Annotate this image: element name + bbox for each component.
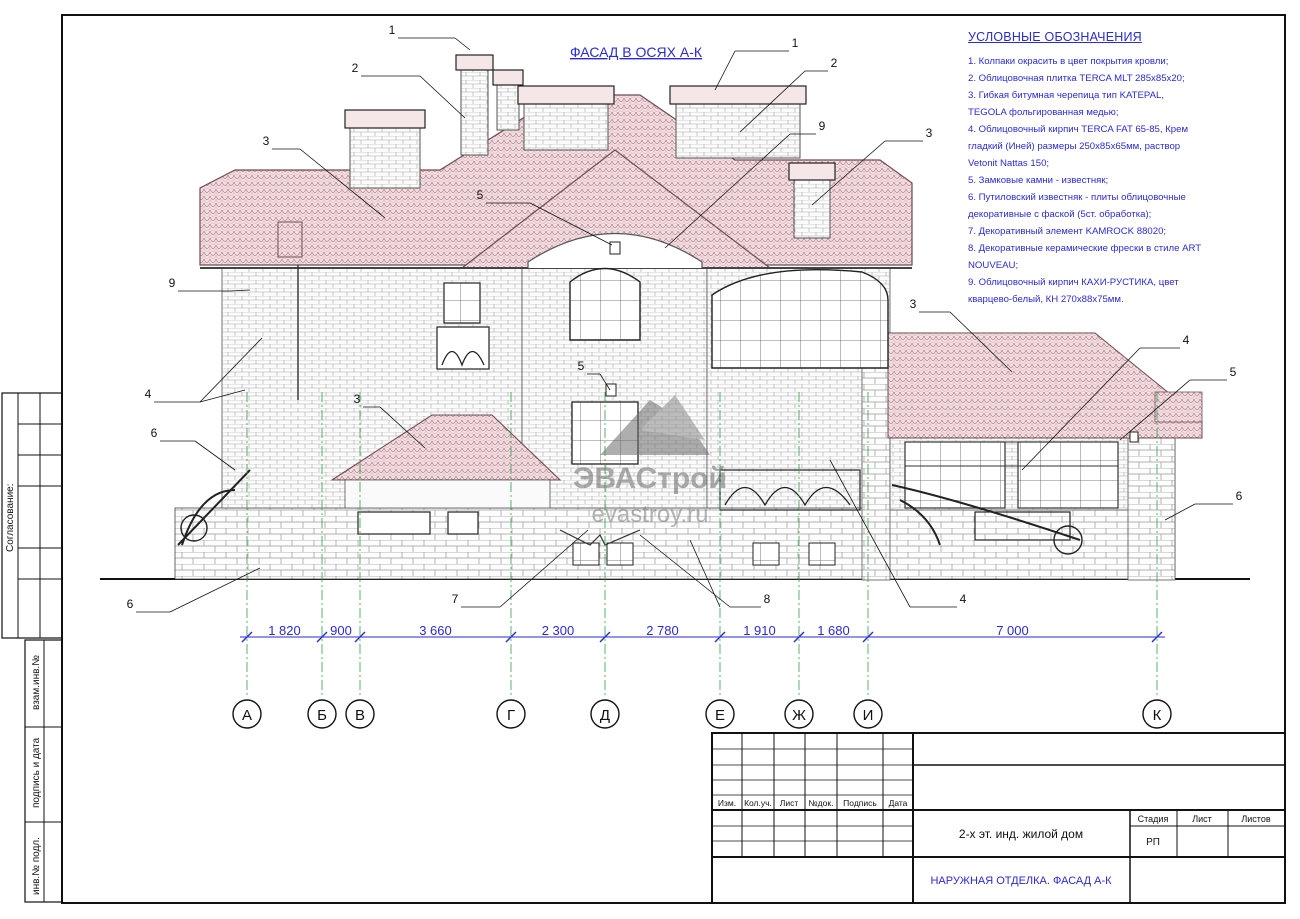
dormer-vent bbox=[278, 222, 302, 257]
upper-window-left bbox=[444, 283, 480, 323]
callout-number: 3 bbox=[262, 134, 270, 148]
sheets-label: Листов bbox=[1241, 814, 1271, 824]
basement-window bbox=[573, 543, 599, 565]
legend-item: 3. Гибкая битумная черепица тип KATEPAL, bbox=[968, 90, 1165, 101]
axis-markers bbox=[233, 700, 1171, 728]
side-stamp bbox=[2, 393, 62, 902]
col-change: Изм. bbox=[717, 798, 737, 808]
callout-number: 6 bbox=[1235, 489, 1243, 503]
conservatory-glazing bbox=[712, 270, 888, 368]
stamp-field-signature: подпись и дата bbox=[31, 737, 42, 808]
callout-number: 5 bbox=[476, 188, 484, 202]
legend-items bbox=[968, 53, 1208, 308]
axis-label: И bbox=[862, 707, 874, 724]
watermark-site: evastroy.ru bbox=[591, 501, 709, 528]
basement-window bbox=[753, 543, 779, 565]
dimension-value: 900 bbox=[330, 623, 352, 638]
legend-item: 5. Замковые камни - известняк; bbox=[968, 175, 1109, 186]
col-doc: №док. bbox=[808, 798, 834, 808]
porch-grille-2 bbox=[448, 512, 478, 534]
legend bbox=[968, 30, 1208, 308]
porch-grille-1 bbox=[358, 512, 430, 534]
col-sheet: Лист bbox=[779, 798, 799, 808]
callout-leader bbox=[455, 38, 470, 50]
legend-item: 1. Колпаки окрасить в цвет покрытия кровли; bbox=[968, 56, 1169, 67]
callout-number: 3 bbox=[909, 297, 917, 311]
callout-number: 4 bbox=[1182, 333, 1190, 347]
callout-number: 5 bbox=[577, 359, 585, 373]
axis-label: Б bbox=[317, 707, 327, 724]
legend-item: кварцево-белый, КН 270x88x75мм. bbox=[968, 294, 1124, 305]
stamp-field-replace: взам.инв.№ bbox=[31, 655, 42, 710]
col-date: Дата bbox=[888, 798, 908, 808]
axis-label: А bbox=[241, 707, 253, 724]
dimension-value: 7 000 bbox=[996, 623, 1029, 638]
porch-posts bbox=[345, 480, 550, 508]
legend-item: Vetonit Nattas 150; bbox=[968, 158, 1050, 169]
callout-number: 3 bbox=[925, 126, 933, 140]
callout-number: 2 bbox=[351, 61, 359, 75]
legend-item: гладкий (Иней) размеры 250x85x65мм, раствор bbox=[968, 141, 1181, 152]
legend-item: 6. Путиловский известняк - плиты облицовочные bbox=[968, 192, 1186, 203]
col-qty: Кол.уч. bbox=[744, 798, 772, 808]
dimension-chain bbox=[240, 623, 1165, 642]
stamp-field-inventory: инв.№ подл. bbox=[31, 837, 42, 895]
sheet-name: НАРУЖНАЯ ОТДЕЛКА. ФАСАД А-К bbox=[930, 875, 1112, 887]
callout-number: 4 bbox=[144, 387, 152, 401]
stage-value: РП bbox=[1146, 837, 1160, 848]
watermark-brand: ЭВАСтрой bbox=[573, 462, 727, 495]
callout-number: 4 bbox=[959, 592, 967, 606]
drawing-title: ФАСАД В ОСЯХ А-К bbox=[569, 44, 703, 60]
project-name: 2-х эт. инд. жилой дом bbox=[958, 827, 1084, 841]
dimension-value: 1 910 bbox=[743, 623, 776, 638]
keystone bbox=[1130, 432, 1138, 442]
dimension-value: 2 300 bbox=[541, 623, 575, 638]
axis-label: Е bbox=[714, 707, 726, 724]
legend-item: 2. Облицовочная плитка TERCA MLT 285x85x20; bbox=[968, 73, 1185, 84]
callout-leader bbox=[715, 51, 735, 90]
dimension-value: 1 820 bbox=[268, 623, 301, 638]
dimension-value: 2 780 bbox=[646, 623, 679, 638]
keystone bbox=[610, 242, 620, 254]
callout-number: 7 bbox=[451, 592, 459, 606]
callout-number: 6 bbox=[126, 597, 134, 611]
center-arched-window bbox=[570, 269, 640, 341]
legend-item: 4. Облицовочный кирпич TERCA FAT 65-85, Крем bbox=[968, 124, 1189, 135]
legend-item: 8. Декоративные керамические фрески в стиле ART bbox=[968, 243, 1202, 254]
basement-window bbox=[607, 543, 633, 565]
dimension-value: 1 680 bbox=[817, 623, 850, 638]
callout-number: 6 bbox=[150, 426, 158, 440]
callout-number: 1 bbox=[388, 23, 396, 37]
approval-label: Согласование: bbox=[5, 483, 16, 552]
legend-item: 9. Облицовочный кирпич КАХИ-РУСТИКА, цвет bbox=[968, 277, 1179, 288]
callout-number: 9 bbox=[818, 119, 826, 133]
callout-number: 8 bbox=[763, 592, 771, 606]
right-wing-roof-end bbox=[1155, 392, 1202, 422]
right-wing-pier bbox=[1128, 430, 1175, 580]
corner-column bbox=[862, 368, 890, 580]
axis-label: В bbox=[354, 707, 366, 724]
col-signature: Подпись bbox=[843, 798, 877, 808]
sheet-label: Лист bbox=[1192, 814, 1212, 824]
callout-number: 2 bbox=[830, 56, 838, 70]
callout-number: 5 bbox=[1229, 365, 1237, 379]
legend-item: декоративные с фаской (5ст. обработка); bbox=[968, 209, 1152, 220]
legend-item: TEGOLA фольгированная медью; bbox=[968, 107, 1119, 118]
basement-window bbox=[809, 543, 835, 565]
axis-label: Г bbox=[506, 707, 516, 724]
legend-item: NOUVEAU; bbox=[968, 260, 1019, 271]
axis-label: Д bbox=[599, 707, 611, 724]
legend-item: 7. Декоративный элемент KAMROCK 88020; bbox=[968, 226, 1167, 237]
axis-label: Ж bbox=[792, 707, 806, 724]
callout-number: 1 bbox=[791, 36, 799, 50]
dimension-value: 3 660 bbox=[419, 623, 452, 638]
axis-label: К bbox=[1152, 707, 1162, 724]
callout-number: 9 bbox=[168, 276, 176, 290]
callout-leader bbox=[420, 76, 465, 118]
stage-label: Стадия bbox=[1137, 814, 1169, 824]
title-block-text bbox=[718, 798, 1271, 887]
legend-title: УСЛОВНЫЕ ОБОЗНАЧЕНИЯ bbox=[968, 30, 1142, 44]
callout-number: 3 bbox=[353, 392, 361, 406]
